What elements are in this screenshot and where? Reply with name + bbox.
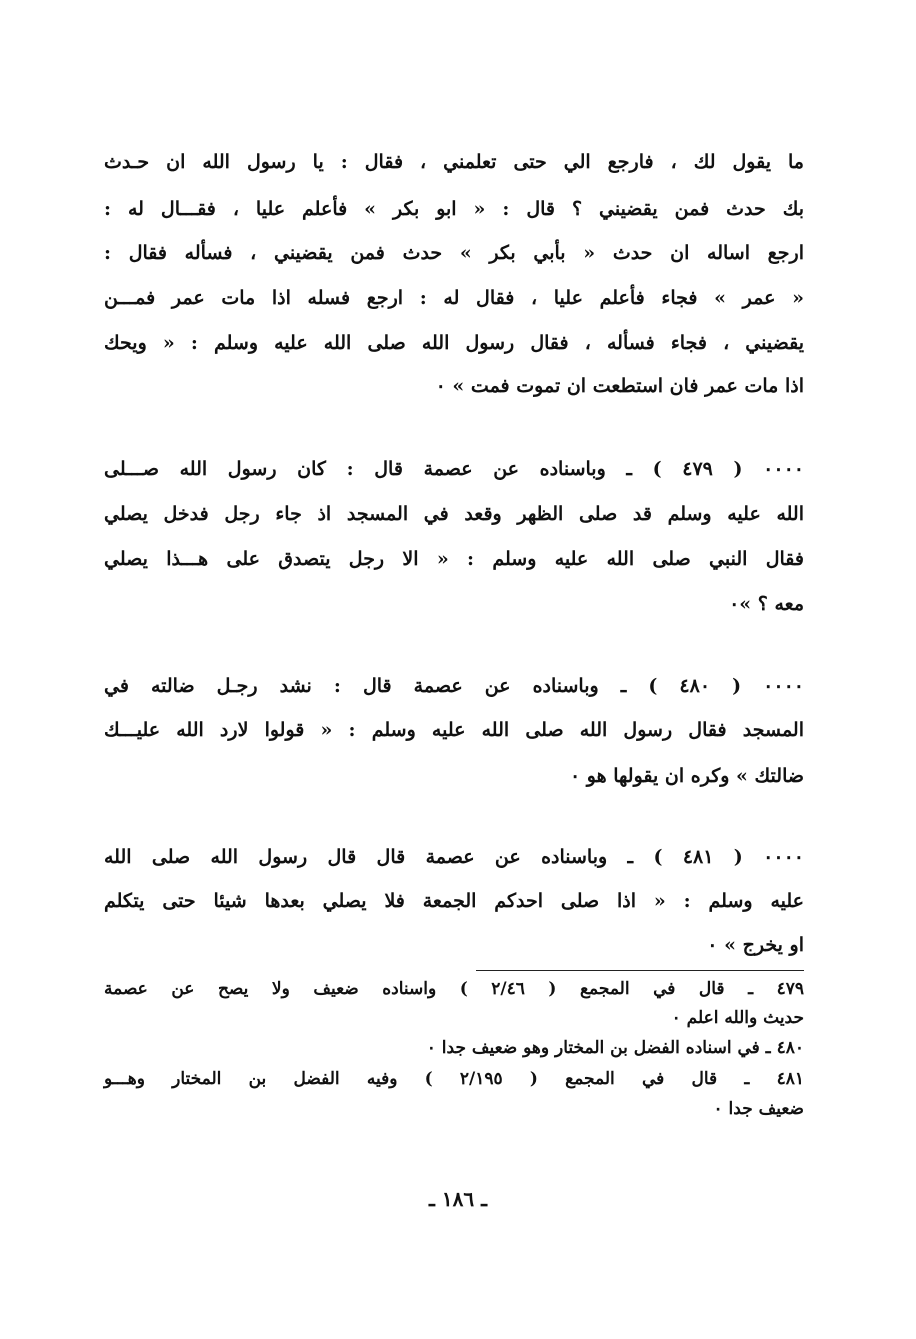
body-line: ارجع اساله ان حدث « بأبي بكر » حدث فمن يقضيني ، فسأله فقال :	[104, 242, 804, 264]
hadith-480-line: ٠٠٠٠ ( ٤٨٠ ) ـ وباسناده عن عصمة قال : نشد رجـل ضالته في	[104, 675, 804, 697]
body-line: اذا مات عمر فان استطعت ان تموت فمت » ٠	[435, 375, 804, 397]
footnote-line: ٤٨٠ ـ في اسناده الفضل بن المختار وهو ضعيف جدا ٠	[426, 1038, 804, 1058]
hadith-481-line: ٠٠٠٠ ( ٤٨١ ) ـ وباسناده عن عصمة قال قال رسول الله صلى الله	[104, 846, 804, 868]
body-line: يقضيني ، فجاء فسأله ، فقال رسول الله صلى الله عليه وسلم : « ويحك	[104, 332, 804, 354]
footnote-line: حديث والله اعلم ٠	[671, 1008, 804, 1028]
body-line: ما يقول لك ، فارجع الي حتى تعلمني ، فقال : يا رسول الله ان حـدث	[104, 151, 804, 173]
body-line: معه ؟ »٠	[729, 593, 804, 615]
body-line: بك حدث فمن يقضيني ؟ قال : « ابو بكر » فأعلم عليا ، فقـــال له :	[104, 198, 804, 220]
body-line: ضالتك » وكره ان يقولها هو ٠	[569, 765, 804, 787]
footnote-line: ضعيف جدا ٠	[713, 1099, 804, 1119]
body-line: عليه وسلم : « اذا صلى احدكم الجمعة فلا يصلي بعدها شيئا حتى يتكلم	[104, 890, 804, 912]
hadith-479-line: ٠٠٠٠ ( ٤٧٩ ) ـ وباسناده عن عصمة قال : كان رسول الله صـــلى	[104, 458, 804, 480]
page-number: ـ ١٨٦ ـ	[429, 1187, 487, 1211]
body-line: الله عليه وسلم قد صلى الظهر وقعد في المسجد اذ جاء رجل فدخل يصلي	[104, 503, 804, 525]
footnote-line: ٤٧٩ ـ قال في المجمع ( ٢/٤٦ ) واسناده ضعيف ولا يصح عن عصمة	[104, 979, 804, 999]
footnote-line: ٤٨١ ـ قال في المجمع ( ٢/١٩٥ ) وفيه الفضل بن المختار وهـــو	[104, 1069, 804, 1089]
body-line: فقال النبي صلى الله عليه وسلم : « الا رجل يتصدق على هـــذا يصلي	[104, 548, 804, 570]
body-line: المسجد فقال رسول الله صلى الله عليه وسلم : « قولوا لارد الله عليـــك	[104, 719, 804, 741]
footnote-divider	[476, 970, 804, 971]
body-line: « عمر » فجاء فأعلم عليا ، فقال له : ارجع فسله اذا مات عمر فمـــن	[104, 287, 804, 309]
body-line: او يخرج » ٠	[707, 934, 804, 956]
